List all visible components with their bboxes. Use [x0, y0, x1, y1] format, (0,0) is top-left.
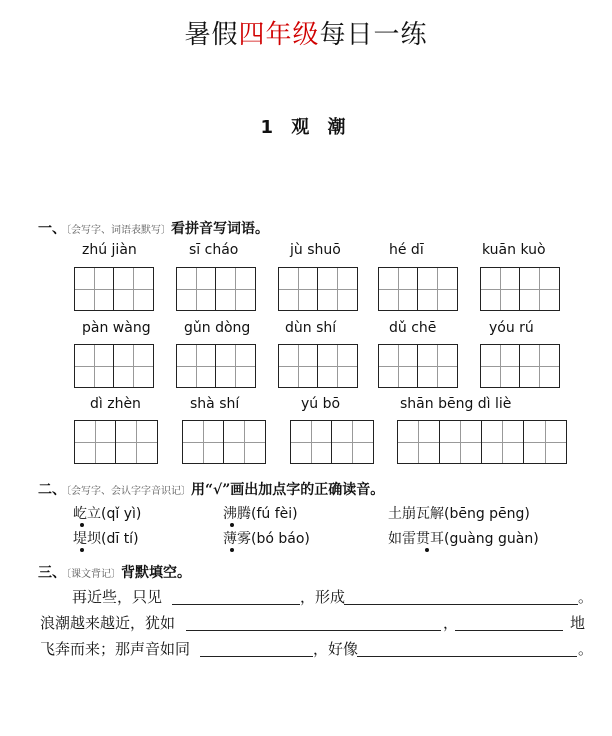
section-instruction: 用“√”画出加点字的正确读音。 — [191, 482, 385, 498]
emphasis-dot — [230, 523, 234, 527]
pinyin-label: shān bēng dì liè — [400, 396, 512, 412]
fill-text: ， — [443, 614, 459, 632]
section-number: 二、 — [38, 482, 66, 498]
writing-grid[interactable] — [290, 420, 374, 464]
pronunciation-item[interactable]: 土崩瓦解(bēng pēng) — [388, 506, 530, 522]
pronunciation-item[interactable]: 堤坝(dī tí) — [73, 531, 139, 547]
writing-grid[interactable] — [378, 344, 458, 388]
section-tag: 〔会写字、会认字字音识记〕 — [66, 486, 191, 497]
section1-heading — [38, 218, 269, 238]
writing-grid[interactable] — [278, 344, 358, 388]
section2-heading — [38, 479, 384, 499]
pinyin-label: kuān kuò — [482, 242, 546, 258]
writing-grid[interactable] — [74, 267, 154, 311]
fill-blank[interactable] — [186, 630, 441, 631]
title-part: 暑假 — [184, 20, 239, 50]
section3-heading — [38, 562, 191, 582]
fill-blank[interactable] — [172, 604, 300, 605]
section-instruction: 背默填空。 — [121, 565, 191, 581]
pinyin-label: dì zhèn — [90, 396, 141, 412]
section-tag: 〔会写字、词语表默写〕 — [66, 225, 171, 236]
writing-grid[interactable] — [480, 267, 560, 311]
writing-grid[interactable] — [176, 267, 256, 311]
section-tag: 〔课文背记〕 — [66, 569, 121, 580]
writing-grid[interactable] — [278, 267, 358, 311]
writing-grid[interactable] — [74, 420, 158, 464]
pinyin-label: yóu rú — [489, 320, 534, 336]
title-grade: 四年级 — [238, 20, 320, 50]
pinyin-label: dǔ chē — [389, 320, 437, 336]
pinyin-label: yú bō — [301, 396, 341, 412]
fill-text: ，形成 — [300, 588, 346, 606]
pronunciation-item[interactable]: 薄雾(bó báo) — [223, 531, 310, 547]
page-title — [0, 14, 612, 51]
fill-blank[interactable] — [455, 630, 563, 631]
lesson-title: 1 观 潮 — [260, 117, 352, 138]
fill-text: 。 — [578, 588, 594, 606]
section-instruction: 看拼音写词语。 — [171, 221, 269, 237]
fill-blank[interactable] — [200, 656, 313, 657]
pronunciation-item[interactable]: 屹立(qǐ yì) — [73, 506, 142, 522]
writing-grid[interactable] — [74, 344, 154, 388]
title-part: 每日一练 — [319, 20, 428, 50]
emphasis-dot — [425, 548, 429, 552]
fill-blank[interactable] — [357, 656, 577, 657]
pinyin-label: gǔn dòng — [184, 320, 251, 336]
fill-text: 飞奔而来；那声音如同 — [40, 640, 191, 658]
writing-grid[interactable] — [378, 267, 458, 311]
section-number: 三、 — [38, 565, 66, 581]
fill-text: 再近些，只见 — [72, 588, 163, 606]
fill-blank[interactable] — [344, 604, 578, 605]
emphasis-dot — [230, 548, 234, 552]
fill-text: 浪潮越来越近，犹如 — [40, 614, 176, 632]
fill-text: ，好像 — [313, 640, 359, 658]
pinyin-label: hé dī — [389, 242, 424, 258]
section-number: 一、 — [38, 221, 66, 237]
pinyin-label: jù shuō — [290, 242, 341, 258]
writing-grid[interactable] — [480, 344, 560, 388]
pinyin-label: zhú jiàn — [82, 242, 137, 258]
pinyin-label: dùn shí — [285, 320, 337, 336]
pinyin-label: sī cháo — [189, 242, 239, 258]
emphasis-dot — [80, 548, 84, 552]
pinyin-label: shà shí — [190, 396, 240, 412]
pronunciation-item[interactable]: 沸腾(fú fèi) — [223, 506, 298, 522]
writing-grid[interactable] — [397, 420, 567, 464]
fill-text: 。 — [578, 640, 594, 658]
emphasis-dot — [80, 523, 84, 527]
writing-grid[interactable] — [182, 420, 266, 464]
pronunciation-item[interactable]: 如雷贯耳(guàng guàn) — [388, 531, 539, 547]
pinyin-label: pàn wàng — [82, 320, 151, 336]
writing-grid[interactable] — [176, 344, 256, 388]
fill-text: 地 — [570, 614, 586, 632]
